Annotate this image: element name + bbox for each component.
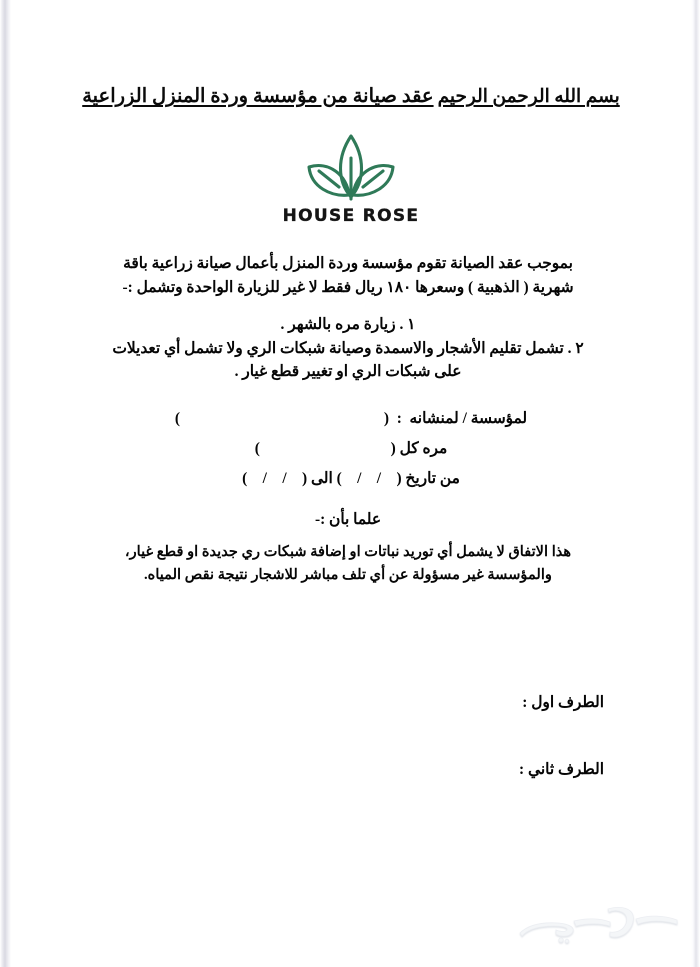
organization-field-line[interactable]: لمؤسسة / لمنشانه : ( )	[174, 409, 528, 427]
fill-in-fields	[11, 404, 691, 494]
notice-label: علما بأن :-	[314, 510, 382, 528]
signature-section	[519, 693, 604, 780]
intro-line-1: بموجب عقد الصيانة تقوم مؤسسة وردة المنزل بأعمال صيانة زراعية باقة	[123, 255, 573, 272]
notice-line-2: والمؤسسة غير مسؤولة عن أي تلف مباشر للاشجار نتيجة نقص المياه.	[144, 566, 552, 583]
basmala-heading: بسم الله الرحمن الرحيم	[437, 87, 620, 107]
notice-section	[11, 508, 691, 587]
page-right-edge-shadow	[691, 0, 700, 967]
notice-text	[97, 541, 599, 587]
intro-paragraph	[97, 252, 599, 299]
list-item: ٢ . تشمل تقليم الأشجار والاسمدة وصيانة شبكات الري ولا تشمل أي تعديلات	[112, 339, 584, 357]
list-item: ١ . زيارة مره بالشهر .	[280, 316, 416, 333]
date-range-field-line[interactable]: من تاريخ ( / / ) الى ( / / )	[242, 469, 460, 487]
list-item: على شبكات الري او تغيير قطع غيار .	[234, 363, 462, 380]
page-left-edge-shadow	[0, 0, 11, 967]
contract-body	[11, 252, 691, 384]
second-party-signature-line[interactable]: الطرف ثاني :	[519, 761, 604, 778]
document-content	[11, 0, 691, 967]
first-party-signature-line[interactable]: الطرف اول :	[522, 694, 604, 711]
contract-title-heading: عقد صيانة من مؤسسة وردة المنزل الزراعية	[82, 86, 434, 107]
frequency-field-line[interactable]: مره كل ( )	[254, 439, 448, 457]
plant-leaves-icon	[297, 127, 405, 205]
notice-line-1: هذا الاتفاق لا يشمل أي توريد نباتات او إضافة شبكات ري جديدة او قطع غيار،	[124, 543, 572, 560]
company-logo	[11, 127, 691, 226]
intro-line-2: شهرية ( الذهبية ) وسعرها ١٨٠ ريال فقط لا غير للزيارة الواحدة وتشمل :-	[122, 278, 574, 296]
services-list	[97, 313, 599, 384]
brand-name-text: HOUSE ROSE	[282, 206, 420, 226]
document-header	[11, 0, 691, 109]
